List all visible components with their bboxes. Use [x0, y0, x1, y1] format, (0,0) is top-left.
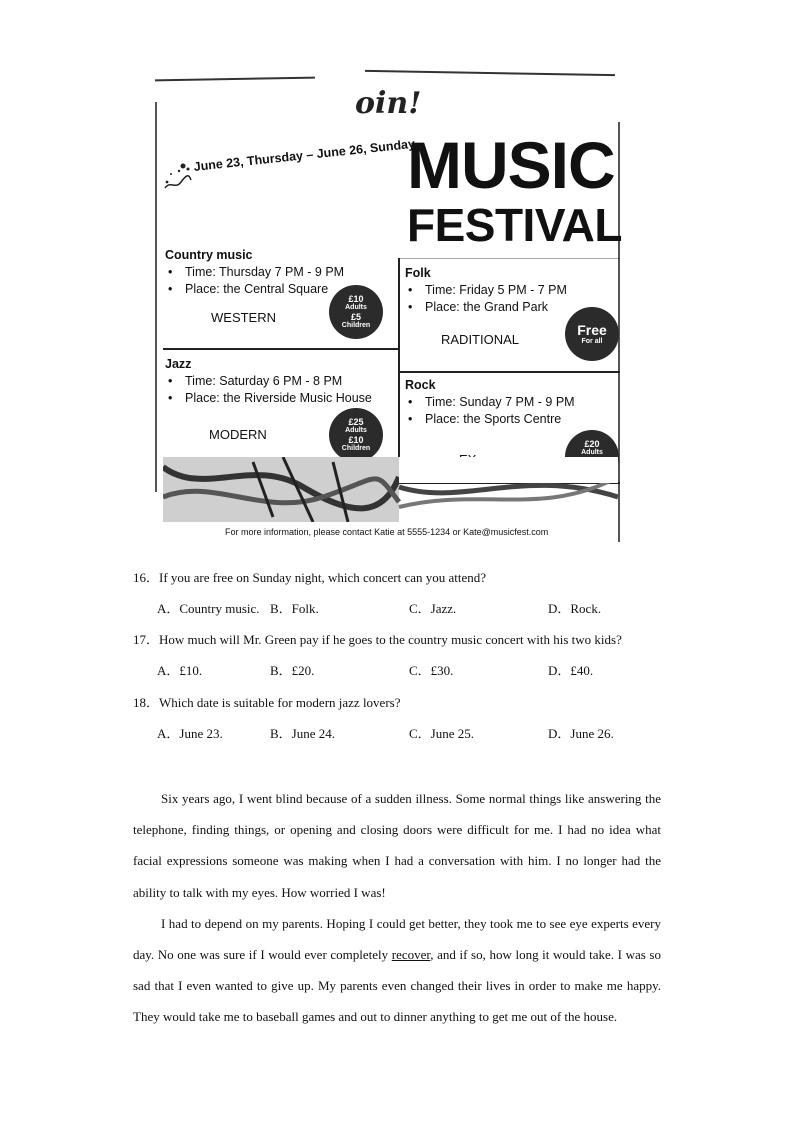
price-badge-country: [329, 285, 383, 339]
option-a: A．June 23.: [157, 726, 223, 741]
badge-child-price: £10: [348, 435, 364, 445]
option-b: B．June 24.: [270, 726, 336, 741]
price-badge-folk: [565, 307, 619, 361]
reading-passage: [133, 783, 661, 1033]
badge-child-label: Children: [341, 445, 371, 452]
poster-title: [407, 128, 622, 251]
passage-text: I had to depend on my parents. Hoping I could get better, they took me to see eye experts every day. No one was sure if I would ever completely: [133, 915, 661, 963]
divider-country-bottom: [163, 348, 399, 350]
poster-left-border: [155, 102, 157, 492]
event-place: • Place: the Grand Park: [405, 299, 615, 316]
divider-folk-bottom: [398, 371, 620, 373]
underlined-word: recover: [391, 947, 431, 963]
poster-top-border-right: [365, 70, 615, 76]
badge-adult-label: Adults: [345, 427, 367, 434]
badge-adult-price: £20: [584, 439, 600, 449]
badge-for-all-label: For all: [581, 338, 603, 345]
event-name: Jazz: [165, 357, 192, 371]
badge-adult-price: £10: [348, 294, 364, 304]
event-time: • Time: Thursday 7 PM - 9 PM: [165, 264, 395, 281]
question-stem: 18．Which date is suitable for modern jazz lovers?: [133, 695, 401, 710]
option-d: D．£40.: [548, 663, 594, 678]
event-place: • Place: the Sports Centre: [405, 411, 615, 428]
ink-splatter-icon: [161, 160, 195, 196]
option-d: D．Rock.: [548, 601, 602, 616]
event-time: • Time: Saturday 6 PM - 8 PM: [165, 373, 395, 390]
passage-paragraph-1: Six years ago, I went blind because of a sudden illness. Some normal things like answering the telephone, finding things, or opening and closing doors were difficult for me. I had no idea what facial expressions someone was making when I had a conversation with him. I no longer had the ability to talk with my eyes. How worried I was!: [133, 791, 661, 900]
poster-join-text: oin!: [355, 86, 422, 121]
event-name: Folk: [405, 266, 431, 280]
option-c: C．June 25.: [409, 726, 475, 741]
festival-dates: June 23, Thursday – June 26, Sunday: [193, 136, 416, 174]
divider-folk-top: [398, 258, 620, 259]
poster-title-line2: FESTIVAL: [407, 199, 622, 251]
option-c: C．Jazz.: [409, 601, 457, 616]
poster-title-line1: MUSIC: [407, 128, 615, 202]
event-time: • Time: Sunday 7 PM - 9 PM: [405, 394, 615, 411]
badge-child-price: £5: [350, 312, 361, 322]
poster-top-border-left: [155, 77, 315, 82]
option-b: B．£20.: [270, 663, 315, 678]
poster-artwork-image: [163, 457, 618, 522]
passage-paragraph-2: [133, 908, 661, 1033]
event-time: • Time: Friday 5 PM - 7 PM: [405, 282, 615, 299]
event-style-tag: WESTERN: [211, 310, 276, 325]
question-stem: 16．If you are free on Sunday night, which concert can you attend?: [133, 570, 487, 585]
event-place: • Place: the Central Square: [165, 281, 395, 298]
poster-contact-info: For more information, please contact Katie at 5555-1234 or Kate@musicfest.com: [225, 527, 549, 537]
event-style-tag: MODERN: [209, 427, 267, 442]
badge-free-label: Free: [577, 322, 607, 338]
event-style-tag: RADITIONAL: [441, 332, 520, 347]
option-b: B．Folk.: [270, 601, 319, 616]
event-name: Country music: [165, 248, 253, 262]
event-place: • Place: the Riverside Music House: [165, 390, 395, 407]
badge-adult-price: £25: [348, 417, 364, 427]
badge-adult-label: Adults: [581, 449, 603, 456]
option-c: C．£30.: [409, 663, 454, 678]
event-name: Rock: [405, 378, 436, 392]
price-badge-jazz: [329, 408, 383, 462]
option-a: A．Country music.: [157, 601, 260, 616]
passage-text: , and if so, how long it would take. I was so sad that I even wanted to give up. My parents even changed their lives in order to make me happy. They would take me to baseball games and out to dinner anything to get me out of the house.: [133, 947, 661, 1025]
badge-adult-label: Adults: [345, 304, 367, 311]
festival-poster: [155, 72, 625, 544]
option-a: A．£10.: [157, 663, 203, 678]
question-stem: 17．How much will Mr. Green pay if he goes to the country music concert with his two kids?: [133, 632, 622, 647]
badge-child-label: Children: [341, 322, 371, 329]
option-d: D．June 26.: [548, 726, 614, 741]
